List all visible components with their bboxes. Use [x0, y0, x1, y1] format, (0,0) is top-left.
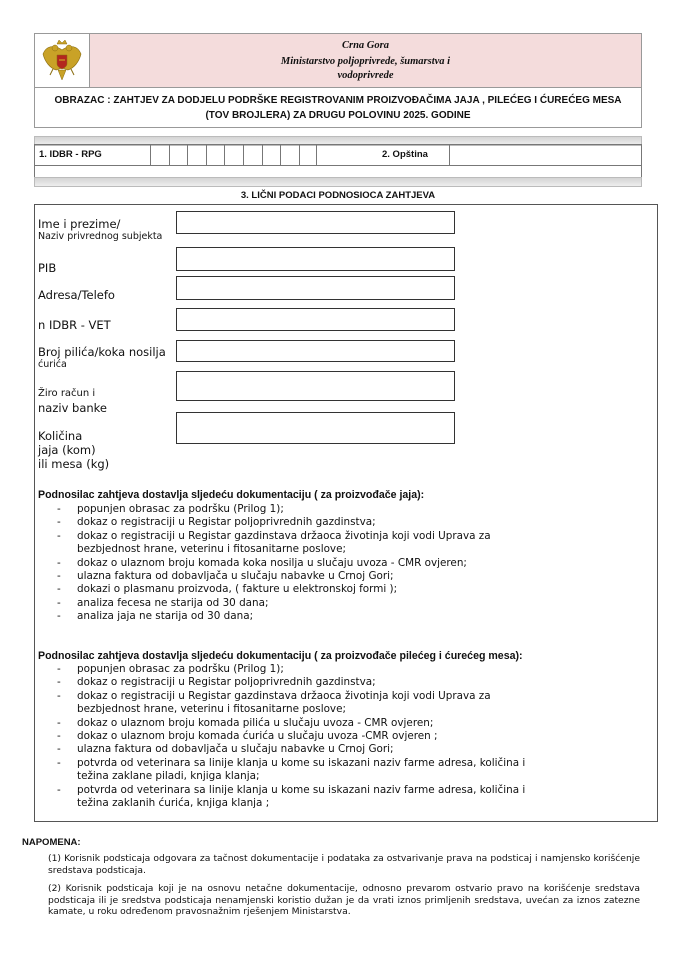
opstina-input[interactable]: [449, 145, 641, 165]
list-item: - dokaz o ulaznom broju komada pilića u slučaju uvoza - CMR ovjeren;: [57, 717, 647, 730]
form-title-line2: (TOV BROJLERA) ZA DRUGU POLOVINU 2025. GODINE: [205, 110, 471, 121]
count-input[interactable]: [176, 340, 455, 362]
address-input[interactable]: [176, 276, 455, 300]
idbr-digit-box[interactable]: [206, 145, 225, 165]
quantity-label-line2: jaja (kom): [38, 443, 96, 457]
pib-input[interactable]: [176, 247, 455, 271]
blank-row: [34, 166, 642, 177]
count-label-line2: ćurića: [38, 359, 67, 370]
list-item: - dokaz o ulaznom broju komada ćurića u slučaju uvoza -CMR ovjeren ;: [57, 730, 647, 743]
list-item: - ulazna faktura od dobavljača u slučaju nabavke u Crnoj Gori;: [57, 570, 647, 583]
bank-input[interactable]: [176, 371, 455, 401]
idbr-digit-box[interactable]: [299, 145, 318, 165]
idbr-rpg-digit-boxes: [150, 145, 317, 165]
idbr-digit-box[interactable]: [243, 145, 262, 165]
header-text: [90, 34, 641, 87]
list-item: - popunjen obrasac za podršku (Prilog 1);: [57, 503, 647, 516]
quantity-label-line3: ili mesa (kg): [38, 457, 110, 471]
name-label-line2: Naziv privrednog subjekta: [38, 231, 163, 242]
list-item: - dokazi o plasmanu proizvoda, ( fakture u elektronskoj formi );: [57, 583, 647, 596]
list-item: - dokaz o registraciji u Registar poljoprivrednih gazdinstva;: [57, 516, 647, 529]
list-item: - dokaz o registraciji u Registar gazdinstava držaoca životinja koji vodi Uprava za: [57, 690, 647, 703]
count-label: [38, 345, 166, 371]
list-item: - potvrda od veterinara sa linije klanja u kome su iskazani naziv farme adresa, količina i: [57, 757, 647, 770]
name-input[interactable]: [176, 211, 455, 234]
napomena-label: NAPOMENA:: [22, 837, 81, 848]
idbr-vet-input[interactable]: [176, 308, 455, 331]
list-item: težina zaklane piladi, knjiga klanja;: [77, 770, 260, 783]
opstina-label: 2. Opština: [382, 149, 428, 160]
ministry-name-line1: Ministarstvo poljoprivrede, šumarstva i: [280, 56, 451, 67]
count-label-line1: Broj pilića/koka nosilja: [38, 345, 166, 359]
docs-meat-list: [57, 663, 647, 810]
country-name: Crna Gora: [342, 40, 389, 51]
list-item: težina zaklanih ćurića, knjiga klanja ;: [77, 797, 270, 810]
section-title-personal-data: 3. LIČNI PODACI PODNOSIOCA ZAHTJEVA: [240, 190, 436, 201]
name-label-line1: Ime i prezime/: [38, 217, 121, 231]
docs-eggs-heading: Podnosilac zahtjeva dostavlja sljedeću dokumentaciju ( za proizvođače jaja):: [38, 489, 425, 501]
idbr-digit-box[interactable]: [150, 145, 169, 165]
form-title-line1: OBRAZAC : ZAHTJEV ZA DODJELU PODRŠKE REGISTROVANIM PROIZVOĐAČIMA JAJA , PILEĆEG I ĆUREĆEG MESA: [54, 95, 622, 106]
docs-meat-heading: Podnosilac zahtjeva dostavlja sljedeću dokumentaciju ( za proizvođače pilećeg i ćurećeg mesa):: [38, 650, 523, 662]
note-1: (1) Korisnik podsticaja odgovara za tačnost dokumentacije i podataka za ostvarivanje prava na podsticaj i namjensko korišćenje sredstava podsticaja.: [48, 853, 640, 876]
idbr-digit-box[interactable]: [169, 145, 188, 165]
quantity-input[interactable]: [176, 412, 455, 444]
pib-label: PIB: [38, 261, 57, 275]
list-item: - popunjen obrasac za podršku (Prilog 1);: [57, 663, 647, 676]
quantity-label-line1: Količina: [38, 429, 83, 443]
name-label: [38, 217, 162, 243]
list-item: - potvrda od veterinara sa linije klanja u kome su iskazani naziv farme adresa, količina i: [57, 784, 647, 797]
document-header: [34, 33, 642, 88]
docs-eggs-list: [57, 503, 647, 624]
divider-bar-bottom: [34, 177, 642, 187]
address-label: Adresa/Telefo: [38, 288, 115, 302]
idbr-digit-box[interactable]: [280, 145, 299, 165]
idbr-vet-label: n IDBR - VET: [38, 318, 111, 332]
list-item: - analiza jaja ne starija od 30 dana;: [57, 610, 647, 623]
note-2: (2) Korisnik podsticaja koji je na osnovu netačne dokumentacije, odnosno prevarom ostvario pravo na korišćenje sredstava podsticaja ili je sredstva podsticaja nenamjenski koristio dužan je da vrati iznos primljenih sredstava, uvećan za iznos zatezne kamate, u roku određenom pravosnažnim rješenjem Ministarstva.: [48, 883, 640, 917]
idbr-digit-box[interactable]: [262, 145, 281, 165]
id-row: [34, 144, 642, 166]
list-item: - dokaz o registraciji u Registar poljoprivrednih gazdinstva;: [57, 676, 647, 689]
bank-label: [38, 387, 107, 415]
bank-label-line2: naziv banke: [38, 401, 107, 415]
list-item: bezbjednost hrane, veterinu i fitosanitarne poslove;: [77, 703, 346, 716]
idbr-rpg-label: 1. IDBR - RPG: [39, 149, 102, 160]
ministry-name-line2: vodoprivrede: [337, 70, 394, 81]
list-item: - dokaz o registraciji u Registar gazdinstava držaoca životinja koji vodi Uprava za: [57, 530, 647, 543]
list-item: bezbjednost hrane, veterinu i fitosanitarne poslove;: [77, 543, 346, 556]
bank-label-line1: Žiro račun i: [38, 388, 96, 399]
idbr-digit-box[interactable]: [187, 145, 206, 165]
personal-data-section: [34, 204, 658, 822]
list-item: - dokaz o ulaznom broju komada koka nosilja u slučaju uvoza - CMR ovjeren;: [57, 557, 647, 570]
form-title: [34, 88, 642, 128]
quantity-label: [38, 429, 109, 471]
idbr-digit-box[interactable]: [224, 145, 243, 165]
list-item: - analiza fecesa ne starija od 30 dana;: [57, 597, 647, 610]
list-item: - ulazna faktura od dobavljača u slučaju nabavke u Crnoj Gori;: [57, 743, 647, 756]
double-headed-eagle-icon: [40, 38, 84, 84]
coat-of-arms-logo: [35, 34, 90, 87]
